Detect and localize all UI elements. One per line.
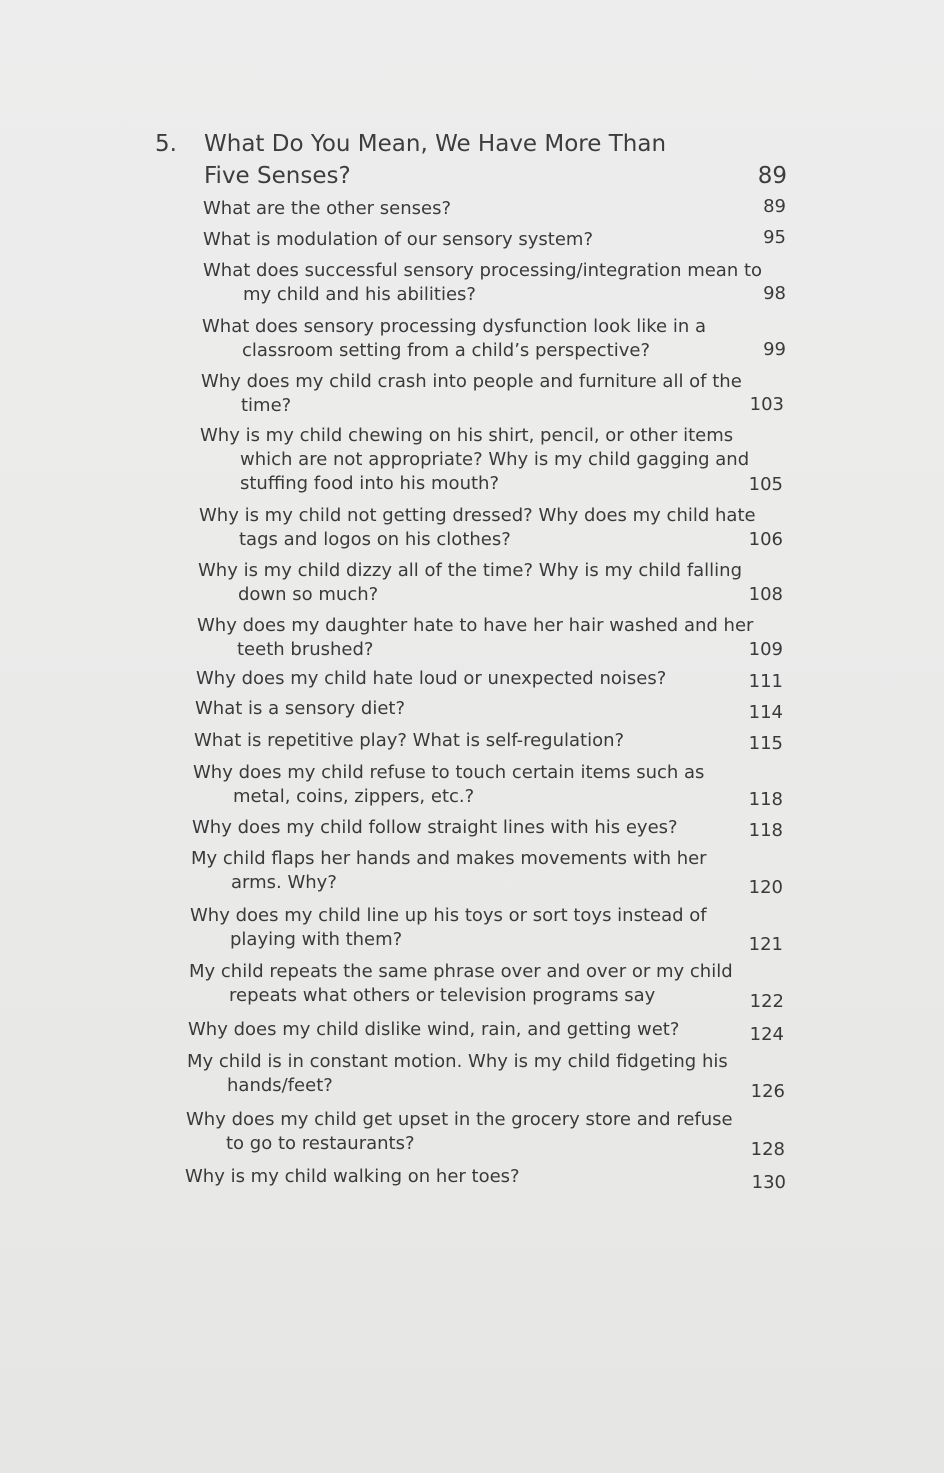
toc-entry [203,228,793,252]
toc-entry-page: 122 [749,991,784,1012]
toc-entry-question: Why does my child dislike wind, rain, and getting wet? [188,1019,680,1040]
toc-entry [191,847,781,895]
toc-entry-question: What does sensory processing dysfunction look like in a classroom setting from a child’s perspective? [202,316,706,361]
toc-entry-page: 126 [750,1081,785,1102]
toc-entry-page: 105 [748,474,783,495]
toc-entry-question: My child flaps her hands and makes movements with her arms. Why? [191,848,707,893]
toc-entry-page: 89 [763,196,786,217]
toc-entry [201,370,791,418]
toc-entry-page: 99 [763,339,786,360]
toc-entry-question: Why does my child crash into people and furniture all of the time? [201,371,742,416]
toc-entry-question: Why does my child get upset in the grocery store and refuse to go to restaurants? [186,1109,733,1154]
toc-entry-question: What does successful sensory processing/integration mean to my child and his abilities? [203,260,763,305]
toc-entry-page: 114 [748,702,783,723]
toc-entry-question: What are the other senses? [203,198,452,219]
toc-entry-question: Why does my child follow straight lines with his eyes? [192,817,678,838]
toc-entry [187,1050,777,1098]
toc-entry [203,197,793,221]
toc-entry-page: 120 [748,877,783,898]
chapter-number: 5. [155,131,177,157]
toc-entry-question: Why does my child hate loud or unexpected noises? [196,668,667,689]
toc-entry-question: What is a sensory diet? [195,698,406,719]
toc-entry [196,667,786,691]
toc-entry-question: Why is my child dizzy all of the time? Why is my child falling down so much? [198,560,743,605]
toc-entry [188,1018,778,1042]
toc-entry-page: 130 [751,1172,786,1193]
toc-entry-page: 98 [763,283,786,304]
toc-entry-question: My child is in constant motion. Why is my child fidgeting his hands/feet? [187,1051,728,1096]
toc-entry-page: 95 [763,227,786,248]
toc-entry-question: What is modulation of our sensory system? [203,229,593,250]
toc-entry [200,424,790,496]
toc-entry [193,761,783,809]
toc-entry-question: What is repetitive play? What is self-regulation? [194,730,625,751]
toc-entry-question: Why does my daughter hate to have her hair washed and her teeth brushed? [197,615,754,660]
toc-entry-question: Why does my child line up his toys or sort toys instead of playing with them? [190,905,707,950]
toc-entry [190,904,780,952]
toc-entry [185,1165,775,1189]
toc-entry-page: 118 [748,820,783,841]
toc-entry-page: 103 [749,394,784,415]
toc-entry-question: Why does my child refuse to touch certain items such as metal, coins, zippers, etc.? [193,762,705,807]
toc-entry [199,504,789,552]
toc-entry-question: Why is my child chewing on his shirt, pencil, or other items which are not appropriate? Why is my child gagging and stuffing food into his mouth? [200,425,750,494]
toc-entry-page: 111 [748,671,783,692]
toc-entry-page: 108 [748,584,783,605]
toc-entry [198,559,788,607]
toc-entry-page: 106 [748,529,783,550]
toc-entry [203,259,793,307]
toc-entry-page: 124 [749,1024,784,1045]
toc-entry-page: 115 [748,733,783,754]
toc-entry [189,960,779,1008]
toc-entry [194,729,784,753]
toc-entry-page: 121 [748,934,783,955]
toc-entry [202,315,792,363]
toc-entry [195,697,785,721]
toc-entry-page: 118 [748,789,783,810]
chapter-page-number: 89 [757,163,787,189]
toc-entry-page: 109 [748,639,783,660]
toc-entry [186,1108,776,1156]
toc-entry-question: Why is my child walking on her toes? [185,1166,520,1187]
toc-entry-question: Why is my child not getting dressed? Why does my child hate tags and logos on his clothes? [199,505,756,550]
toc-entry-question: My child repeats the same phrase over and over or my child repeats what others or television programs say [189,961,733,1006]
toc-entry [197,614,787,662]
chapter-title: What Do You Mean, We Have More Than Five Senses? [204,131,667,189]
toc-entry-page: 128 [750,1139,785,1160]
toc-entry [192,816,782,840]
